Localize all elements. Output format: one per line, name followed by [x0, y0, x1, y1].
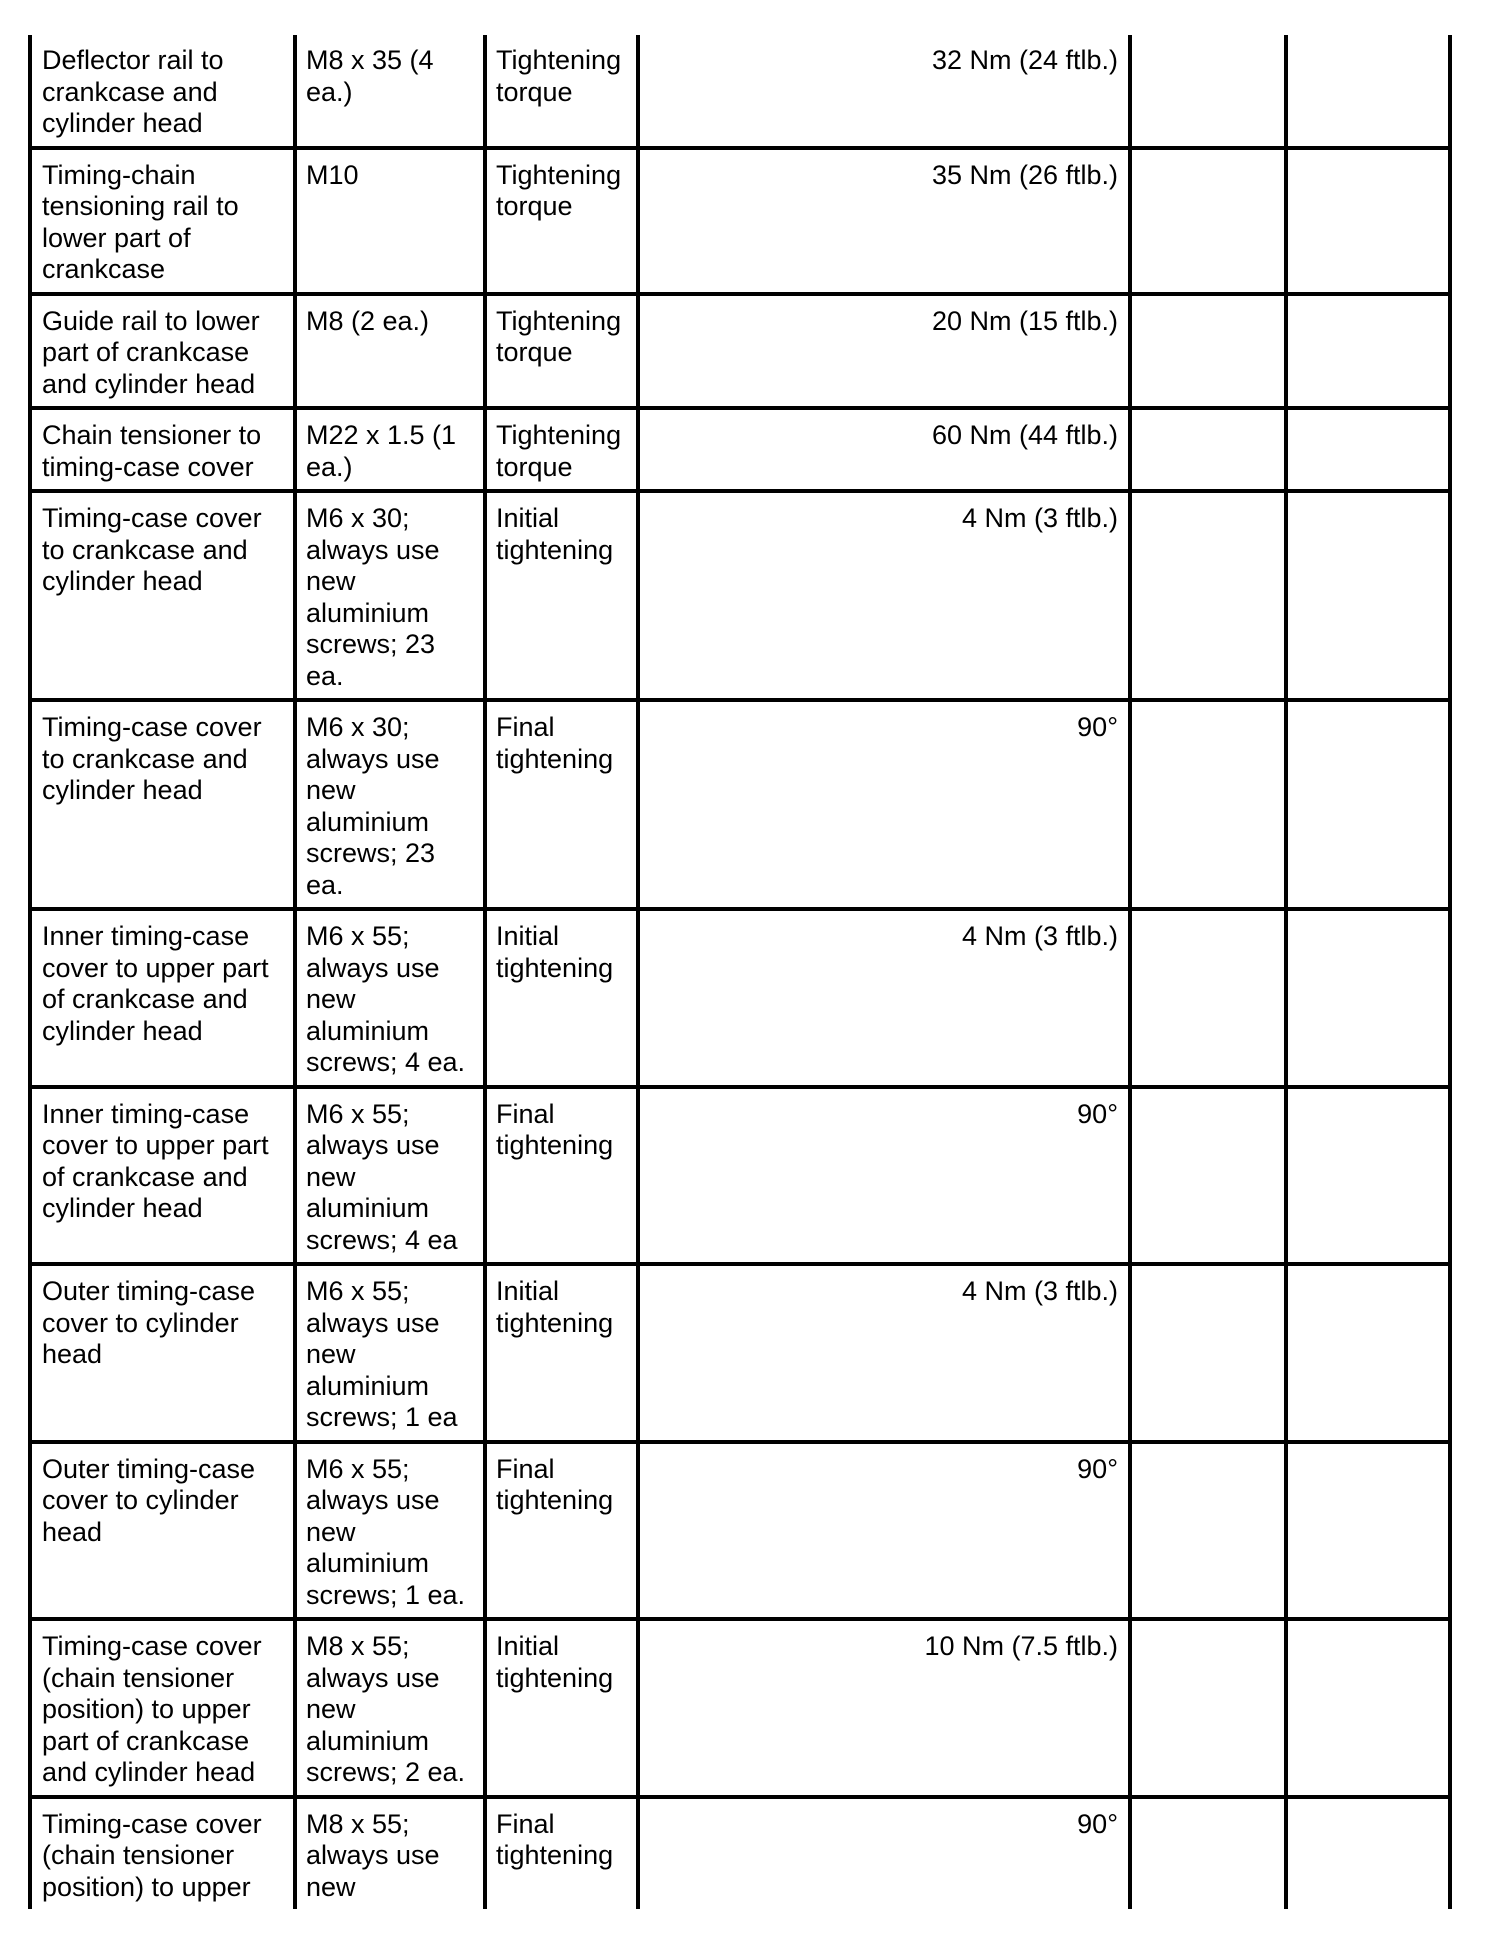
empty-cell [1130, 700, 1286, 909]
tightening-step-cell: Initial tightening [485, 1264, 638, 1442]
torque-value-cell: 4 Nm (3 ftlb.) [638, 909, 1130, 1087]
component-cell: Timing-case cover (chain tensioner position) to upper [30, 1797, 295, 1910]
table-row [30, 294, 1450, 409]
empty-cell [1286, 491, 1450, 700]
torque-value-cell: 60 Nm (44 ftlb.) [638, 408, 1130, 491]
table-row [30, 909, 1450, 1087]
empty-cell [1130, 1264, 1286, 1442]
empty-cell [1286, 294, 1450, 409]
table-row [30, 700, 1450, 909]
component-cell: Timing-chain tensioning rail to lower part of crankcase [30, 148, 295, 294]
table-row [30, 491, 1450, 700]
tightening-step-cell: Tightening torque [485, 408, 638, 491]
fastener-spec-cell: M8 (2 ea.) [295, 294, 485, 409]
empty-cell [1130, 294, 1286, 409]
tightening-step-cell: Initial tightening [485, 1619, 638, 1797]
torque-value-cell: 32 Nm (24 ftlb.) [638, 35, 1130, 148]
fastener-spec-cell: M8 x 35 (4 ea.) [295, 35, 485, 148]
table-row [30, 1442, 1450, 1620]
torque-value-cell: 4 Nm (3 ftlb.) [638, 491, 1130, 700]
empty-cell [1130, 35, 1286, 148]
tightening-step-cell: Tightening torque [485, 294, 638, 409]
torque-value-cell: 90° [638, 1087, 1130, 1265]
component-cell: Outer timing-case cover to cylinder head [30, 1442, 295, 1620]
torque-value-cell: 4 Nm (3 ftlb.) [638, 1264, 1130, 1442]
fastener-spec-cell: M6 x 55; always use new aluminium screws; 4 ea [295, 1087, 485, 1265]
fastener-spec-cell: M10 [295, 148, 485, 294]
empty-cell [1286, 35, 1450, 148]
tightening-step-cell: Tightening torque [485, 35, 638, 148]
empty-cell [1286, 408, 1450, 491]
table-row [30, 35, 1450, 148]
fastener-spec-cell: M6 x 55; always use new aluminium screws; 1 ea [295, 1264, 485, 1442]
table-row [30, 1264, 1450, 1442]
component-cell: Inner timing-case cover to upper part of crankcase and cylinder head [30, 909, 295, 1087]
empty-cell [1286, 909, 1450, 1087]
table-row [30, 1087, 1450, 1265]
torque-value-cell: 90° [638, 1797, 1130, 1910]
torque-value-cell: 90° [638, 1442, 1130, 1620]
fastener-spec-cell: M6 x 55; always use new aluminium screws; 1 ea. [295, 1442, 485, 1620]
empty-cell [1286, 1442, 1450, 1620]
table-row [30, 1797, 1450, 1910]
component-cell: Outer timing-case cover to cylinder head [30, 1264, 295, 1442]
tightening-step-cell: Final tightening [485, 1442, 638, 1620]
component-cell: Guide rail to lower part of crankcase and cylinder head [30, 294, 295, 409]
empty-cell [1130, 1619, 1286, 1797]
fastener-spec-cell: M8 x 55; always use new [295, 1797, 485, 1910]
component-cell: Timing-case cover to crankcase and cylinder head [30, 491, 295, 700]
tightening-step-cell: Initial tightening [485, 909, 638, 1087]
fastener-spec-cell: M22 x 1.5 (1 ea.) [295, 408, 485, 491]
torque-specification-table [28, 35, 1452, 1909]
component-cell: Chain tensioner to timing-case cover [30, 408, 295, 491]
empty-cell [1286, 1087, 1450, 1265]
tightening-step-cell: Final tightening [485, 700, 638, 909]
component-cell: Timing-case cover (chain tensioner position) to upper part of crankcase and cylinder head [30, 1619, 295, 1797]
component-cell: Inner timing-case cover to upper part of crankcase and cylinder head [30, 1087, 295, 1265]
fastener-spec-cell: M6 x 30; always use new aluminium screws; 23 ea. [295, 700, 485, 909]
empty-cell [1286, 1619, 1450, 1797]
empty-cell [1286, 1797, 1450, 1910]
empty-cell [1130, 1442, 1286, 1620]
empty-cell [1286, 148, 1450, 294]
empty-cell [1286, 1264, 1450, 1442]
component-cell: Deflector rail to crankcase and cylinder head [30, 35, 295, 148]
empty-cell [1130, 1797, 1286, 1910]
empty-cell [1286, 700, 1450, 909]
torque-value-cell: 10 Nm (7.5 ftlb.) [638, 1619, 1130, 1797]
table-row [30, 148, 1450, 294]
torque-value-cell: 90° [638, 700, 1130, 909]
fastener-spec-cell: M8 x 55; always use new aluminium screws; 2 ea. [295, 1619, 485, 1797]
empty-cell [1130, 491, 1286, 700]
empty-cell [1130, 1087, 1286, 1265]
tightening-step-cell: Initial tightening [485, 491, 638, 700]
tightening-step-cell: Final tightening [485, 1087, 638, 1265]
empty-cell [1130, 148, 1286, 294]
fastener-spec-cell: M6 x 55; always use new aluminium screws; 4 ea. [295, 909, 485, 1087]
component-cell: Timing-case cover to crankcase and cylinder head [30, 700, 295, 909]
table-row [30, 408, 1450, 491]
torque-value-cell: 20 Nm (15 ftlb.) [638, 294, 1130, 409]
tightening-step-cell: Tightening torque [485, 148, 638, 294]
tightening-step-cell: Final tightening [485, 1797, 638, 1910]
fastener-spec-cell: M6 x 30; always use new aluminium screws; 23 ea. [295, 491, 485, 700]
table-row [30, 1619, 1450, 1797]
empty-cell [1130, 408, 1286, 491]
torque-value-cell: 35 Nm (26 ftlb.) [638, 148, 1130, 294]
empty-cell [1130, 909, 1286, 1087]
